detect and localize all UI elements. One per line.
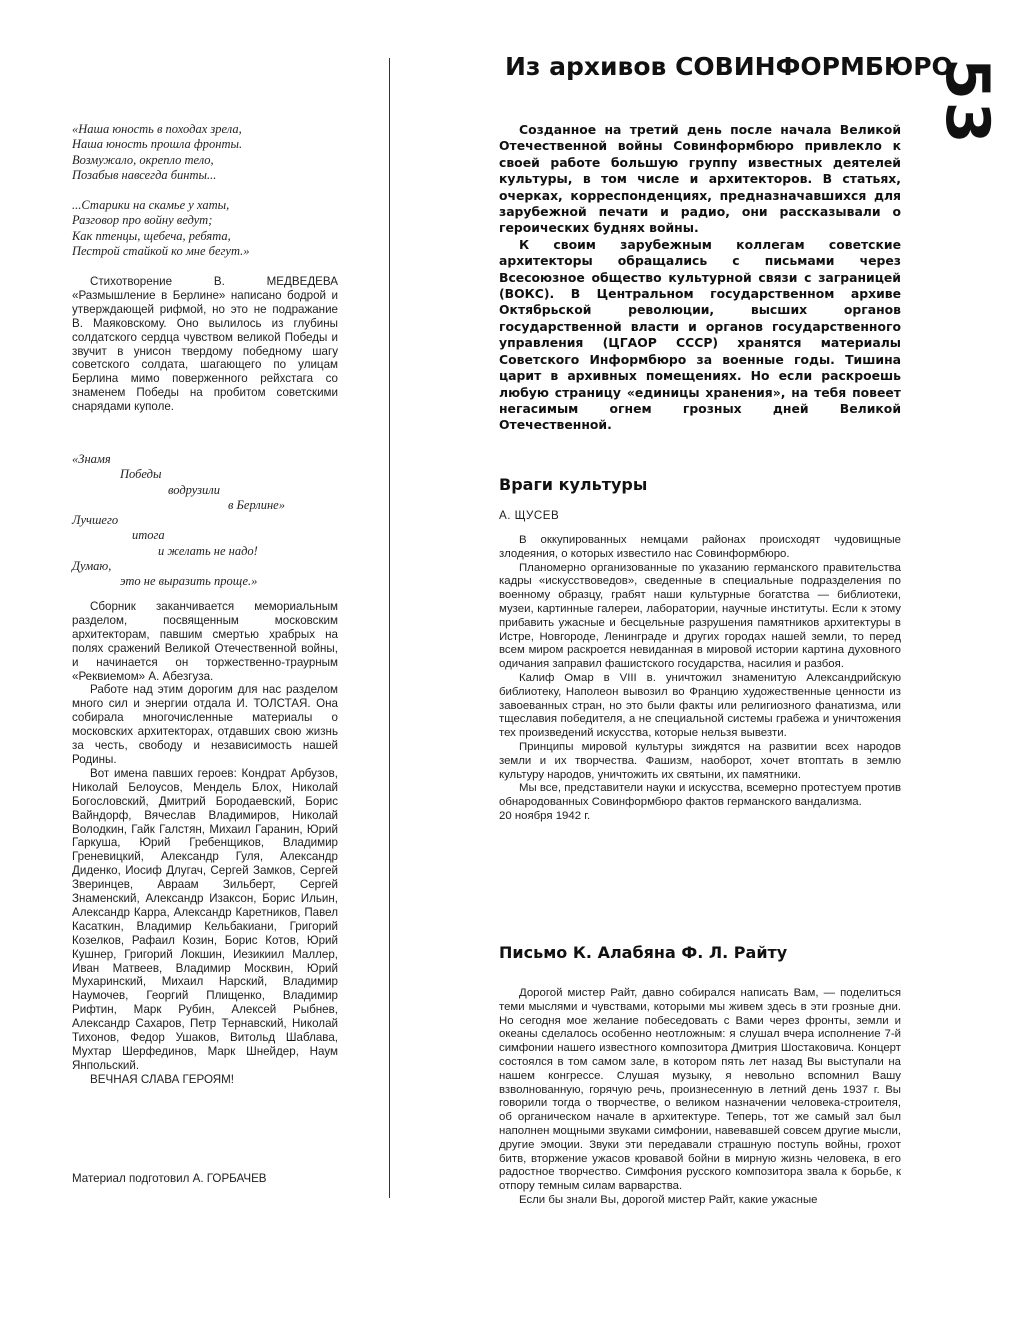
article-enemies-of-culture xyxy=(499,475,901,824)
prepared-by-credit: Материал подготовил А. ГОРБАЧЕВ xyxy=(72,1172,267,1185)
poem-line: Как птенцы, щебеча, ребята, xyxy=(72,228,231,243)
article-author: А. ЩУСЕВ xyxy=(499,509,560,522)
poem-line: и желать не надо! xyxy=(158,543,258,558)
intro-paragraph: Созданное на третий день после начала Великой Отечественной войны Совинформбюро привлекло к своей работе большую группу известных деятелей культуры, в том числе и архитекторов. В статьях, очерках, корреспонденциях, предназначавшихся для зарубежной печати и радио, они рассказывали о героических буднях войны. xyxy=(499,122,901,236)
medvedev-paragraph-block xyxy=(72,275,338,414)
intro-paragraph: К своим зарубежным коллегам советские архитекторы обращались с письмами через Всесоюзное общество культурной связи с заграницей (ВОКС). В Центральном государственном архиве Октябрьской революции, высших органов государственной власти и органов государственного управления (ЦГАОР СССР) хранятся материалы Советского Информбюро за военные годы. Тишина царит в архивных помещениях. Но если раскроешь любую страницу «единицы хранения», на тебя повеет негасимым огнем грозных дней Великой Отечественной. xyxy=(499,236,901,433)
poem-line: водрузили xyxy=(168,482,220,497)
article-paragraph: Дорогой мистер Райт, давно собирался написать Вам, — поделиться теми мыслями и чувствами, которыми мы живем здесь в эти грозные дни. Но сегодня мое желание побеседовать с Вами через фронты, земли и океаны сделалось особенно неотложным: я слушал вчера исполнение 7-й симфонии нашего известного композитора Дмитрия Шостаковича. Концерт состоялся в том самом зале, в котором пять лет назад Вы выступали на нашем конгрессе. Слушая музыку, я невольно вспомнил Вашу взволнованную, горячую речь, произнесенную в летний день 1937 г. Вы говорили тогда о творчестве, о великом назначении человека-строителя, об органическом начале в архитектуре. Теперь, тот же самый зал был наполнен мощными звуками симфонии, навевавшей совсем другие мысли, другие эмоции. Звуки эти передавали страшную поступь войны, грохот битв, вторжение ужасов кровавой бойни в мирную жизнь человека, в его радостное творчество. Симфония русского композитора звала к борьбе, к отпору темным силам варварства. xyxy=(499,987,901,1193)
poem-line: Пестрой стайкой ко мне бегут.» xyxy=(72,244,250,259)
poem-line: Лучшего xyxy=(72,513,119,528)
poem-line: Позабыв навсегда бинты... xyxy=(72,167,217,182)
eternal-glory-line: ВЕЧНАЯ СЛАВА ГЕРОЯМ! xyxy=(90,1072,235,1086)
poem-line: итога xyxy=(132,528,165,543)
poem-line: в Берлине» xyxy=(228,497,285,512)
memorial-paragraph: Сборник заканчивается мемориальным разделом, посвященным московским архитекторам, павшим смертью храбрых на полях сражений Великой Отечественной войны, и начинается он торжественно-траурным «Реквиемом» А. Абезгуза. xyxy=(72,600,338,683)
poem-stanza-2 xyxy=(72,452,344,590)
poem-line: «Наша юность в походах зрела, xyxy=(72,122,242,136)
medvedev-paragraph: Стихотворение В. МЕДВЕДЕВА «Размышление в Берлине» написано бодрой и утверждающей рифмой, но это не подражание В. Маяковскому. Оно вылилось из глубины солдатского сердца чувством великой Победы и звучит в унисон твердому победному шагу советского солдата, шагающего по улицам Берлина мимо поверженного рейхстага со знаменем Победы на пробитом советскими снарядами куполе. xyxy=(72,275,338,414)
heroes-list-paragraph: Вот имена павших героев: Кондрат Арбузов, Николай Белоусов, Мендель Блох, Николай Богословский, Дмитрий Бородаевский, Борис Вайндорф, Вячеслав Владимиров, Николай Володкин, Гайк Галстян, Михаил Гаранин, Юрий Гаркуша, Юрий Гребенщиков, Владимир Греневицкий, Александр Гуля, Александр Диденко, Иосиф Длугач, Сергей Замков, Сергей Зверинцев, Авраам Зильберт, Сергей Знаменский, Александр Изаксон, Борис Ильин, Александр Карра, Александр Каретников, Павел Касаткин, Владимир Кельбакиани, Григорий Козелков, Рафаил Козин, Борис Котов, Юрий Кушнер, Григорий Локшин, Иезикиил Маллер, Иван Матвеев, Владимир Москвин, Юрий Мухаринский, Михаил Нарский, Владимир Наумочев, Георгий Плищенко, Владимир Рифтин, Марк Рубин, Алексей Рыбнев, Александр Сахаров, Петр Тернавский, Николай Тихонов, Федор Ушаков, Витольд Шаблава, Мухтар Шерфединов, Марк Шнейдер, Наум Янпольский. xyxy=(72,766,338,1072)
memorial-paragraph: Работе над этим дорогим для нас разделом много сил и энергии отдала И. ТОЛСТАЯ. Она собирала многочисленные материалы о московских архитекторах, отдавших свою жизнь за честь, свободу и независимость нашей Родины. xyxy=(72,683,338,766)
memorial-section xyxy=(72,600,338,1087)
article-title: Письмо К. Алабяна Ф. Л. Райту xyxy=(499,943,788,962)
article-paragraph: Калиф Омар в VIII в. уничтожил знаменитую Александрийскую библиотеку, Наполеон вывозил во Францию художественные ценности из завоеванных стран, но это были факты или религиозного фанатизма, или тщеславия победителя, а не специальной системы грабежа и уничтожения тех произведений искусства, которые нельзя вывезти. xyxy=(499,671,901,740)
poem-line: ...Старики на скамье у хаты, xyxy=(72,198,230,213)
article-paragraph: Мы все, представители науки и искусства, всемерно протестуем против обнародованных Совинформбюро фактов германского вандализма. xyxy=(499,782,901,809)
article-body xyxy=(499,534,901,824)
article-body xyxy=(499,987,901,1208)
article-title: Враги культуры xyxy=(499,475,648,494)
article-paragraph: Если бы знали Вы, дорогой мистер Райт, какие ужасные xyxy=(519,1193,818,1206)
intro-block xyxy=(499,122,901,434)
poem-stanza-1 xyxy=(72,122,344,259)
poem-line: Возмужало, окрепло тело, xyxy=(72,152,214,167)
poem-line: Наша юность прошла фронты. xyxy=(72,137,243,152)
article-alabyan-letter xyxy=(499,943,901,1208)
poem-line: «Знамя xyxy=(72,452,111,466)
poem-line: Думаю, xyxy=(72,559,112,574)
poem-line: Победы xyxy=(120,467,162,482)
page-number: 53 xyxy=(932,58,1002,146)
poem-line: это не выразить проще.» xyxy=(120,574,258,589)
section-heading: Из архивов СОВИНФОРМБЮРО xyxy=(505,52,953,81)
poem-line: Разговор про войну ведут; xyxy=(72,213,213,228)
article-paragraph: Принципы мировой культуры зиждятся на развитии всех народов земли и их творчества. Фашизм, наоборот, хочет втоптать в землю культуру народов, уничтожить их святыни, их памятники. xyxy=(499,740,901,781)
article-paragraph: Планомерно организованные по указанию германского правительства кадры «искусствоведов», сведенные в специальные подразделения по военному образцу, грабят наши культурные богатства — библиотеки, музеи, картинные галереи, лаборатории, научные институты. Если к этому прибавить ужасные и бесцельные разрушения памятников архитектуры в Истре, Новгороде, Ленинграде и других городах нашей земли, то перед всем миром раскроется невиданная в мировой истории картина духовного одичания заправил фашистского государства, насилия и разбоя. xyxy=(499,561,901,671)
article-date: 20 ноября 1942 г. xyxy=(499,809,591,822)
column-divider xyxy=(389,58,390,1198)
article-paragraph: В оккупированных немцами районах происходят чудовищные злодеяния, о которых известило нас Совинформбюро. xyxy=(499,534,901,560)
